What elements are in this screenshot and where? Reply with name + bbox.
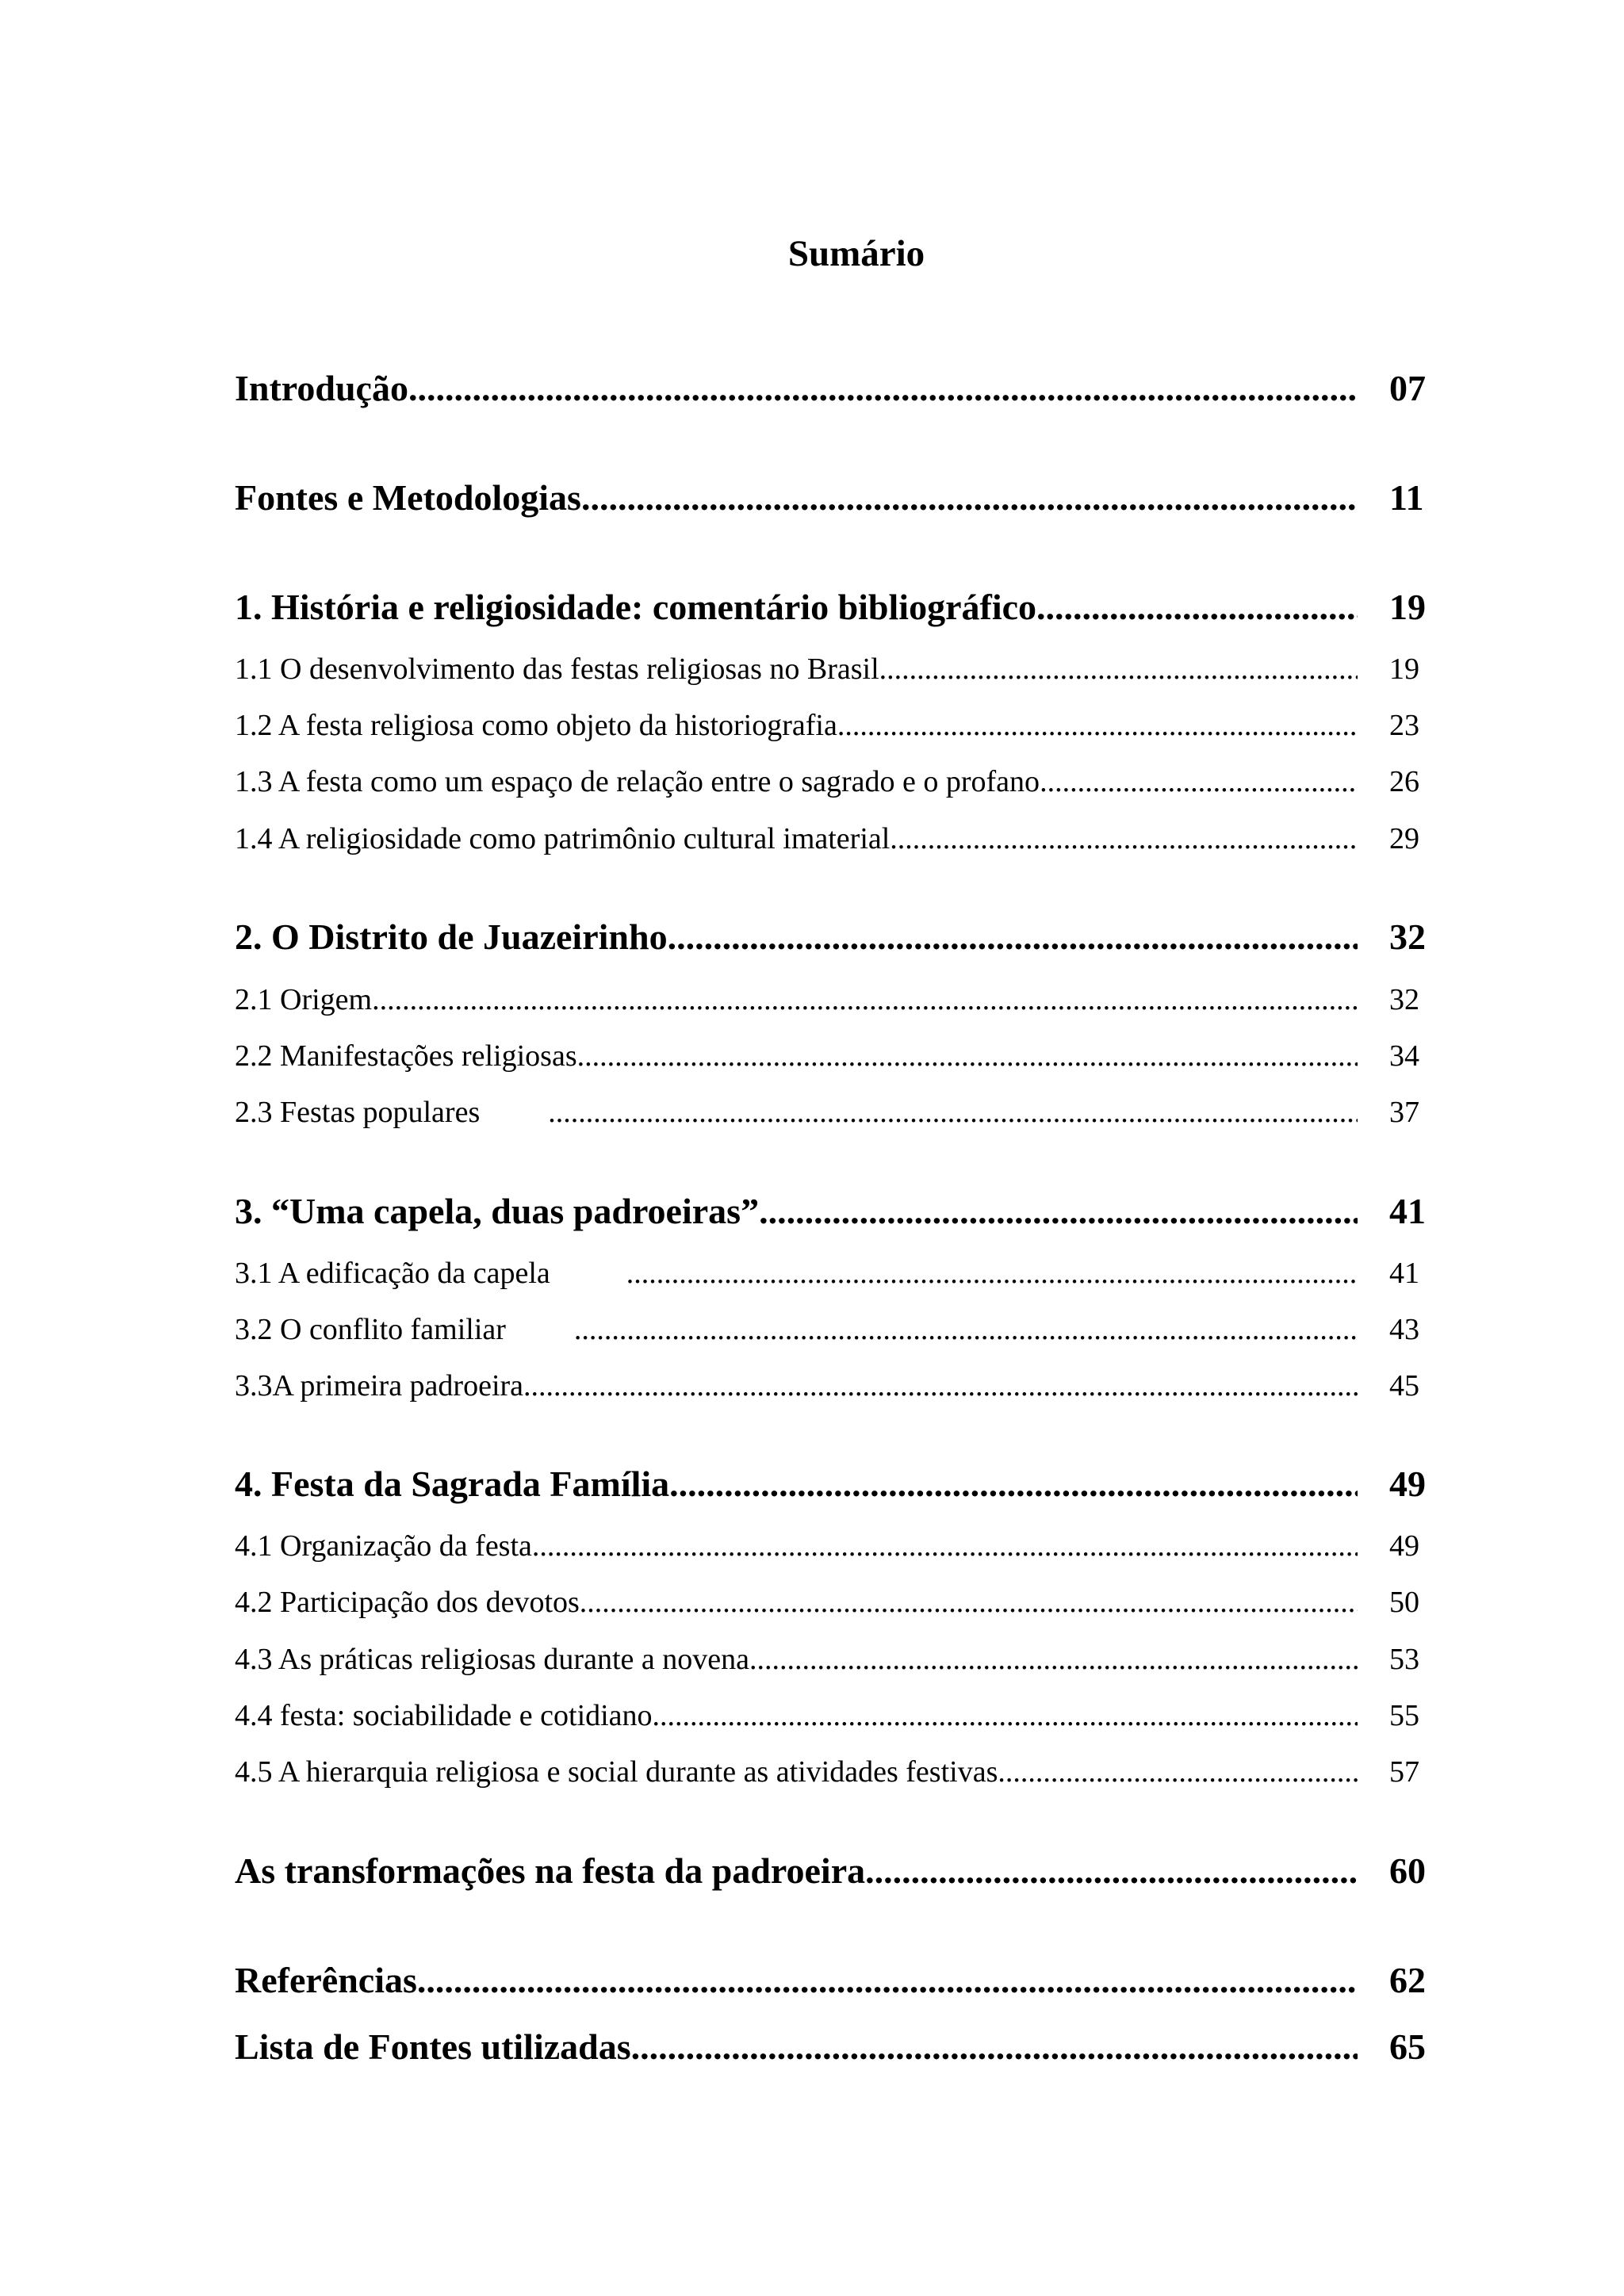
toc-entry-section-4-1[interactable] bbox=[235, 1525, 1434, 1567]
toc-entry-label: Referências bbox=[235, 1960, 417, 2000]
toc-leader-dots bbox=[1040, 761, 1358, 802]
toc-entry-label: 2.2 Manifestações religiosas bbox=[235, 1039, 577, 1073]
toc-page-number: 26 bbox=[1389, 765, 1419, 798]
toc-leader-dots bbox=[574, 1309, 1358, 1350]
toc-leader-dots bbox=[668, 912, 1358, 962]
toc-entry-label: 3.2 O conflito familiar bbox=[235, 1313, 506, 1346]
toc-leader-dots bbox=[998, 1751, 1358, 1793]
toc-entry-label: 4.5 A hierarquia religiosa e social durante as atividades festivas bbox=[235, 1755, 998, 1789]
toc-page-number: 50 bbox=[1389, 1586, 1419, 1619]
toc-page-number: 49 bbox=[1389, 1464, 1426, 1504]
toc-entry-section-4-5[interactable] bbox=[235, 1751, 1434, 1793]
toc-entry-label: Fontes e Metodologias bbox=[235, 477, 581, 518]
toc-entry-label: As transformações na festa da padroeira bbox=[235, 1850, 866, 1891]
toc-entry-section-4-2[interactable] bbox=[235, 1582, 1434, 1623]
toc-entry-section-1-1[interactable] bbox=[235, 649, 1434, 690]
toc-page-number: 19 bbox=[1389, 652, 1419, 686]
toc-entry-section-1-2[interactable] bbox=[235, 705, 1434, 746]
toc-leader-dots bbox=[372, 979, 1358, 1020]
toc-page-number: 23 bbox=[1389, 709, 1419, 742]
toc-page-number: 53 bbox=[1389, 1643, 1419, 1676]
toc-leader-dots bbox=[653, 1695, 1358, 1736]
toc-entry-label: 2. O Distrito de Juazeirinho bbox=[235, 916, 668, 957]
toc-leader-dots bbox=[865, 1846, 1358, 1896]
toc-leader-dots bbox=[879, 649, 1358, 690]
toc-page-number: 41 bbox=[1389, 1191, 1426, 1231]
toc-entry-chapter-3[interactable] bbox=[235, 1186, 1434, 1237]
toc-page-number: 32 bbox=[1389, 983, 1419, 1016]
toc-entry-fontes-metodologias[interactable] bbox=[235, 473, 1434, 523]
toc-entry-section-4-4[interactable] bbox=[235, 1695, 1434, 1736]
toc-page-number: 29 bbox=[1389, 822, 1419, 855]
toc-page-number: 49 bbox=[1389, 1529, 1419, 1563]
toc-entry-section-2-2[interactable] bbox=[235, 1035, 1434, 1077]
toc-entry-lista-fontes[interactable] bbox=[235, 2022, 1434, 2072]
toc-leader-dots bbox=[523, 1365, 1358, 1406]
toc-leader-dots bbox=[1036, 582, 1358, 633]
toc-leader-dots bbox=[581, 473, 1358, 523]
toc-leader-dots bbox=[408, 363, 1358, 414]
toc-entry-label: 2.3 Festas populares bbox=[235, 1096, 481, 1129]
toc-entry-referencias[interactable] bbox=[235, 1955, 1434, 2006]
page-title: Sumário bbox=[787, 233, 925, 274]
toc-entry-label: 4.2 Participação dos devotos bbox=[235, 1586, 580, 1619]
toc-leader-dots bbox=[548, 1092, 1358, 1133]
toc-leader-dots bbox=[669, 1459, 1358, 1510]
toc-page-number: 11 bbox=[1389, 477, 1424, 518]
toc-entry-label: Lista de Fontes utilizadas bbox=[235, 2026, 631, 2067]
toc-page-number: 55 bbox=[1389, 1699, 1419, 1732]
toc-leader-dots bbox=[417, 1955, 1358, 2006]
toc-page-number: 60 bbox=[1389, 1850, 1426, 1891]
toc-entry-label: 3.3A primeira padroeira bbox=[235, 1369, 524, 1402]
toc-entry-section-1-3[interactable] bbox=[235, 761, 1434, 802]
toc-entry-section-3-3[interactable] bbox=[235, 1365, 1434, 1406]
toc-entry-label: 4.4 festa: sociabilidade e cotidiano bbox=[235, 1699, 653, 1732]
toc-page-number: 62 bbox=[1389, 1960, 1426, 2000]
toc-entry-label: 3. “Uma capela, duas padroeiras” bbox=[235, 1191, 760, 1231]
toc-leader-dots bbox=[577, 1035, 1358, 1077]
toc-page-number: 07 bbox=[1389, 368, 1426, 408]
toc-leader-dots bbox=[539, 1525, 1358, 1567]
toc-leader-dots bbox=[626, 1253, 1358, 1294]
toc-page-number: 32 bbox=[1389, 916, 1426, 957]
toc-leader-dots bbox=[580, 1582, 1358, 1623]
toc-page-number: 45 bbox=[1389, 1369, 1419, 1402]
toc-page-number: 37 bbox=[1389, 1096, 1419, 1129]
toc-leader-dots bbox=[890, 818, 1358, 859]
toc-entry-label: 4.3 As práticas religiosas durante a novena bbox=[235, 1643, 749, 1676]
toc-entry-section-4-3[interactable] bbox=[235, 1639, 1434, 1680]
toc-leader-dots bbox=[749, 1639, 1358, 1680]
toc-entry-section-2-1[interactable] bbox=[235, 979, 1434, 1020]
toc-entry-section-3-2[interactable] bbox=[235, 1309, 1434, 1350]
toc-entry-label: 4.1 Organização da festa. bbox=[235, 1529, 540, 1563]
toc-entry-section-2-3[interactable] bbox=[235, 1092, 1434, 1133]
toc-entry-chapter-4[interactable] bbox=[235, 1459, 1434, 1510]
toc-entry-section-1-4[interactable] bbox=[235, 818, 1434, 859]
toc-page-number: 65 bbox=[1389, 2026, 1426, 2067]
toc-entry-label: 1.2 A festa religiosa como objeto da historiografia bbox=[235, 709, 837, 742]
toc-entry-label: 1.4 A religiosidade como patrimônio cultural imaterial bbox=[235, 822, 891, 855]
toc-page-number: 43 bbox=[1389, 1313, 1419, 1346]
toc-leader-dots bbox=[759, 1186, 1358, 1237]
toc-entry-section-3-1[interactable] bbox=[235, 1253, 1434, 1294]
toc-leader-dots bbox=[837, 705, 1358, 746]
toc-entry-label: 3.1 A edificação da capela bbox=[235, 1257, 550, 1290]
toc-entry-label: 1. História e religiosidade: comentário bibliográfico bbox=[235, 587, 1037, 627]
toc-entry-transformacoes[interactable] bbox=[235, 1846, 1434, 1896]
toc-page-number: 34 bbox=[1389, 1039, 1419, 1073]
toc-entry-label: 1.3 A festa como um espaço de relação entre o sagrado e o profano bbox=[235, 765, 1040, 798]
toc-entry-label: 2.1 Origem bbox=[235, 983, 373, 1016]
toc-entry-label: Introdução bbox=[235, 368, 408, 408]
toc-page-number: 57 bbox=[1389, 1755, 1419, 1789]
toc-page-number: 41 bbox=[1389, 1257, 1419, 1290]
toc-entry-chapter-1[interactable] bbox=[235, 582, 1434, 633]
toc-leader-dots bbox=[631, 2022, 1358, 2072]
toc-entry-label: 4. Festa da Sagrada Família bbox=[235, 1464, 670, 1504]
toc-page-number: 19 bbox=[1389, 587, 1426, 627]
toc-entry-chapter-2[interactable] bbox=[235, 912, 1434, 962]
toc-entry-introducao[interactable] bbox=[235, 363, 1434, 414]
toc-entry-label: 1.1 O desenvolvimento das festas religiosas no Brasil bbox=[235, 652, 879, 686]
